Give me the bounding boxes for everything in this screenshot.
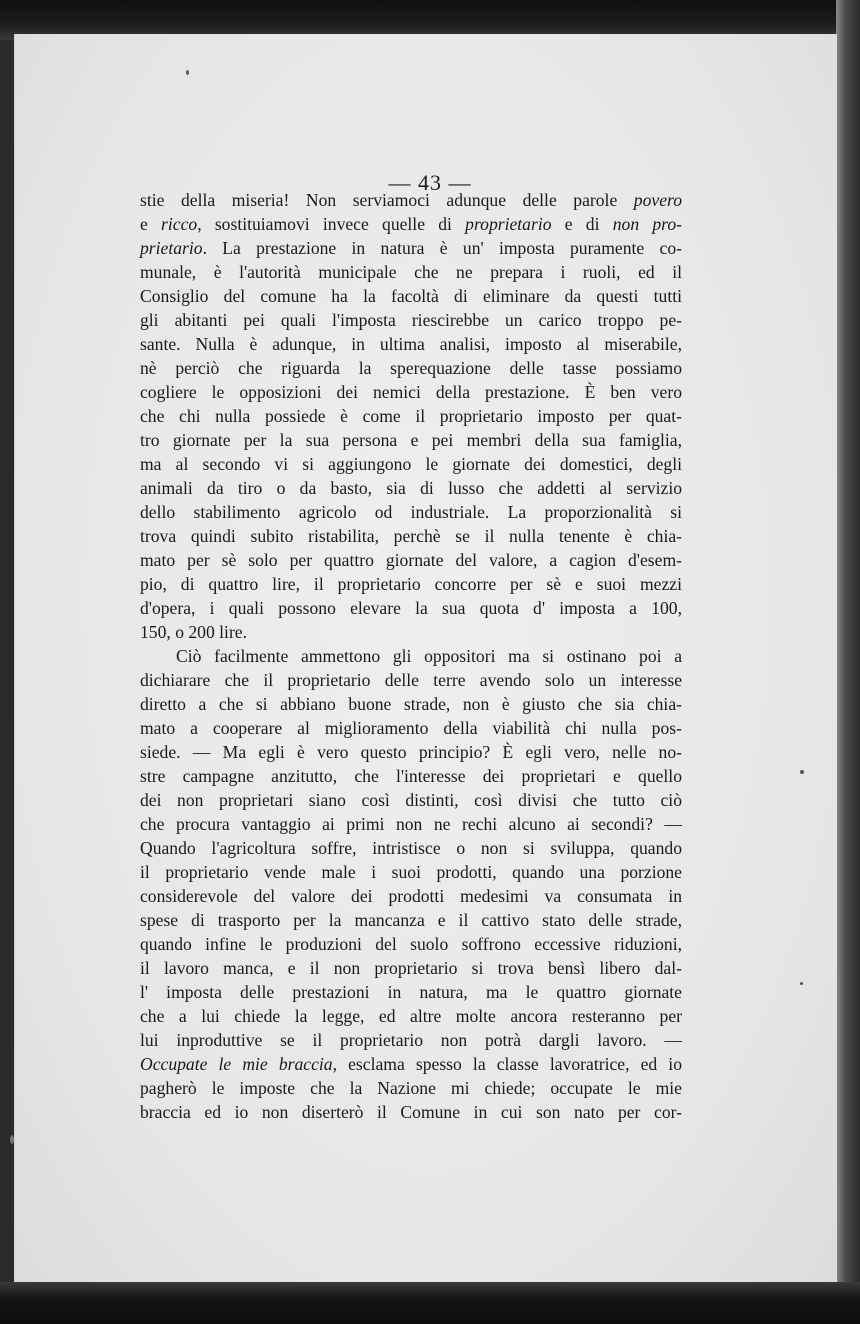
text-segment: dei non proprietari siano così distinti, così divisi che tutto ciò <box>140 790 682 810</box>
text-segment: . La prestazione in natura è un' imposta puramente co- <box>202 238 682 258</box>
text-line <box>140 284 682 308</box>
text-line <box>140 788 682 812</box>
text-line <box>140 860 682 884</box>
speck <box>800 982 803 985</box>
text-line <box>140 404 682 428</box>
text-line <box>140 572 682 596</box>
text-segment: sante. Nulla è adunque, in ultima analisi, imposto al miserabile, <box>140 334 682 354</box>
text-segment: dello stabilimento agricolo od industriale. La proporzionalità si <box>140 502 682 522</box>
text-line <box>140 836 682 860</box>
text-line <box>140 668 682 692</box>
text-line <box>140 764 682 788</box>
text-segment: quando infine le produzioni del suolo soffrono eccessive riduzioni, <box>140 934 682 954</box>
text-segment: ma al secondo vi si aggiungono le giornate dei domestici, degli <box>140 454 682 474</box>
text-segment: animali da tiro o da basto, sia di lusso che addetti al servizio <box>140 478 682 498</box>
speck <box>800 770 804 774</box>
text-line <box>140 356 682 380</box>
text-line <box>140 308 682 332</box>
text-line <box>140 716 682 740</box>
text-line <box>140 236 682 260</box>
text-segment: siede. — Ma egli è vero questo principio? È egli vero, nelle no- <box>140 742 682 762</box>
italic-text: prietario <box>140 238 203 258</box>
text-line <box>140 596 682 620</box>
text-line <box>140 884 682 908</box>
text-segment: gli abitanti pei quali l'imposta riescirebbe un carico troppo pe- <box>140 310 682 330</box>
text-line <box>140 524 682 548</box>
text-segment: nè perciò che riguarda la sperequazione delle tasse possiamo <box>140 358 682 378</box>
text-segment: mato per sè solo per quattro giornate del valore, a cagion d'esem- <box>140 550 682 570</box>
text-segment: 150, o 200 lire. <box>140 622 248 642</box>
text-segment: trova quindi subito ristabilita, perchè se il nulla tenente è chia- <box>140 526 682 546</box>
text-segment: Ciò facilmente ammettono gli oppositori ma si ostinano poi a <box>176 646 682 666</box>
text-segment: mato a cooperare al miglioramento della viabilità chi nulla pos- <box>140 718 682 738</box>
page-number: — 43 — <box>388 170 472 195</box>
text-segment: stie della miseria! Non serviamoci adunque delle parole <box>140 190 634 210</box>
text-segment: tro giornate per la sua persona e pei membri della sua famiglia, <box>140 430 682 450</box>
text-segment: d'opera, i quali possono elevare la sua quota d' imposta a 100, <box>140 598 682 618</box>
speck <box>186 70 189 75</box>
text-line <box>140 956 682 980</box>
text-line <box>140 692 682 716</box>
text-segment: diretto a che si abbiano buone strade, non è giusto che sia chia- <box>140 694 682 714</box>
text-line <box>140 548 682 572</box>
text-segment: il lavoro manca, e il non proprietario si trova bensì libero dal- <box>140 958 682 978</box>
text-segment: pio, di quattro lire, il proprietario concorre per sè e suoi mezzi <box>140 574 682 594</box>
text-line <box>140 260 682 284</box>
text-segment: spese di trasporto per la mancanza e il cattivo stato delle strade, <box>140 910 682 930</box>
text-segment: e <box>140 214 162 234</box>
italic-text: Occupate le mie braccia <box>140 1054 333 1074</box>
text-line <box>140 1004 682 1028</box>
text-segment: il proprietario vende male i suoi prodotti, quando una porzione <box>140 862 682 882</box>
italic-text: ricco <box>161 214 198 234</box>
body-text <box>140 188 682 1124</box>
text-line <box>140 1052 682 1076</box>
text-segment: , sostituiamovi invece quelle di <box>197 214 466 234</box>
text-segment: dichiarare che il proprietario delle terre avendo solo un interesse <box>140 670 682 690</box>
italic-text: non pro- <box>612 214 682 234</box>
text-line <box>140 500 682 524</box>
text-segment: che a lui chiede la legge, ed altre molte ancora resteranno per <box>140 1006 682 1026</box>
text-line <box>140 812 682 836</box>
text-line <box>140 620 682 644</box>
text-line <box>140 428 682 452</box>
text-line <box>140 1028 682 1052</box>
text-line <box>140 188 682 212</box>
text-line <box>140 332 682 356</box>
text-segment: braccia ed io non diserterò il Comune in cui son nato per cor- <box>140 1102 682 1122</box>
text-segment: considerevole del valore dei prodotti medesimi va consumata in <box>140 886 682 906</box>
scan-border-bottom <box>0 1282 860 1324</box>
text-segment: stre campagne anzitutto, che l'interesse dei proprietari e quello <box>140 766 682 786</box>
text-segment: , esclama spesso la classe lavoratrice, ed io <box>332 1054 682 1074</box>
text-line <box>140 908 682 932</box>
text-segment: lui inproduttive se il proprietario non potrà dargli lavoro. — <box>140 1030 682 1050</box>
italic-text: proprietario <box>465 214 552 234</box>
text-line <box>140 980 682 1004</box>
text-line <box>140 212 682 236</box>
text-line <box>140 1100 682 1124</box>
text-line <box>140 380 682 404</box>
text-segment: e di <box>551 214 613 234</box>
text-line <box>140 476 682 500</box>
text-segment: l' imposta delle prestazioni in natura, ma le quattro giornate <box>140 982 682 1002</box>
text-segment: munale, è l'autorità municipale che ne prepara i ruoli, ed il <box>140 262 682 282</box>
speck <box>10 1135 14 1144</box>
italic-text: povero <box>633 190 682 210</box>
text-segment: che chi nulla possiede è come il proprietario imposto per quat- <box>140 406 682 426</box>
text-line <box>140 740 682 764</box>
text-segment: Consiglio del comune ha la facoltà di eliminare da questi tutti <box>140 286 682 306</box>
text-line <box>140 932 682 956</box>
text-segment: Quando l'agricoltura soffre, intristisce o non si sviluppa, quando <box>140 838 682 858</box>
text-segment: che procura vantaggio ai primi non ne rechi alcuno ai secondi? — <box>140 814 682 834</box>
text-line <box>140 452 682 476</box>
scan-border-right <box>836 0 860 1324</box>
text-line <box>140 644 682 668</box>
text-line <box>140 1076 682 1100</box>
text-segment: cogliere le opposizioni dei nemici della prestazione. È ben vero <box>140 382 682 402</box>
text-segment: pagherò le imposte che la Nazione mi chiede; occupate le mie <box>140 1078 682 1098</box>
